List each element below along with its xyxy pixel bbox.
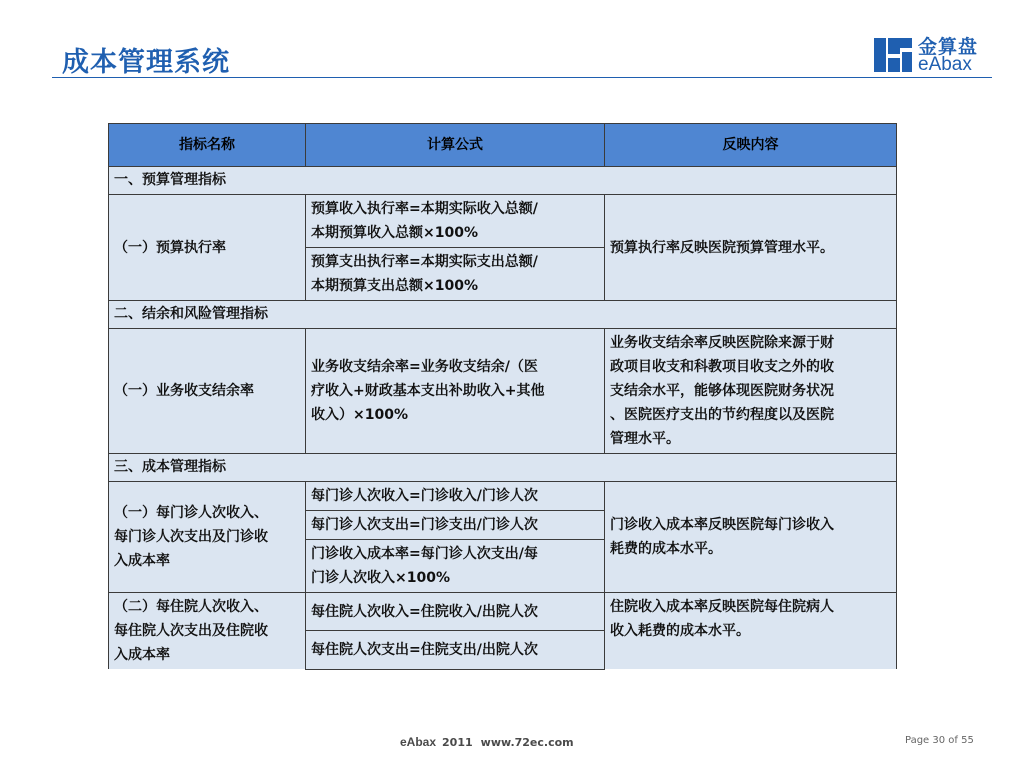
formula-line: 每门诊人次支出=门诊支出/门诊人次 [311,517,538,533]
table-header-row [109,124,897,167]
formula-line: 收入）×100% [311,407,408,423]
formula-cell [306,329,605,454]
page-number: Page 30 of 55 [905,735,974,746]
column-header-content: 反映内容 [605,124,897,167]
metric-name-line: （一）每门诊人次收入、 [114,505,268,521]
formula-line: 每住院人次收入=住院收入/出院人次 [311,603,538,620]
page-title: 成本管理系统 [62,47,230,78]
description-line: 耗费的成本水平。 [610,541,722,557]
formula-cell [306,593,605,631]
metric-name-line: 每住院人次支出及住院收 [114,623,268,639]
formula-cell [306,540,605,593]
metric-description [605,329,897,454]
logo-chinese-text: 金算盘 [918,36,979,58]
metric-name [109,482,306,593]
formula-line: 疗收入+财政基本支出补助收入+其他 [311,383,545,399]
description-line: 政项目收支和科教项目收支之外的收 [610,359,834,375]
formula-cell [306,631,605,669]
eabax-logo [872,32,992,78]
formula-line: 每门诊人次收入=门诊收入/门诊人次 [311,488,538,504]
description-line: 收入耗费的成本水平。 [610,623,750,639]
description-line: 门诊收入成本率反映医院每门诊收入 [610,517,834,533]
column-header-formula: 计算公式 [306,124,605,167]
metric-name-line: 每门诊人次支出及门诊收 [114,529,268,545]
table-row [109,593,897,631]
table-row [109,329,897,454]
metric-description [605,593,897,670]
title-divider [52,77,992,78]
metric-name-line: 入成本率 [114,647,170,663]
metric-name [109,593,306,670]
formula-line: 预算支出执行率=本期实际支出总额/ [311,254,538,270]
section-row [109,454,897,482]
formula-cell [306,482,605,511]
column-header-name: 指标名称 [109,124,306,167]
formula-cell [306,195,605,248]
table-row [109,482,897,511]
description-line: 管理水平。 [610,431,680,447]
metric-description [605,482,897,593]
metric-name: （一）预算执行率 [109,195,306,301]
formula-line: 预算收入执行率=本期实际收入总额/ [311,201,538,217]
footer-url: www.72ec.com [480,736,574,749]
description-line: 支结余水平，能够体现医院财务状况 [610,383,834,399]
description-line: 业务收支结余率反映医院除来源于财 [610,335,834,351]
section-label: 一、预算管理指标 [109,167,897,195]
formula-line: 门诊人次收入×100% [311,570,450,586]
metric-name-line: 入成本率 [114,553,170,569]
formula-cell [306,511,605,540]
formula-line: 每住院人次支出=住院支出/出院人次 [311,641,538,658]
cost-metrics-table [108,123,897,670]
formula-line: 业务收支结余率=业务收支结余/（医 [311,359,538,375]
abacus-logo-icon [872,32,916,76]
formula-cell [306,248,605,301]
section-row [109,301,897,329]
section-label: 三、成本管理指标 [109,454,897,482]
metric-name-line: （二）每住院人次收入、 [114,599,268,615]
description-line: 住院收入成本率反映医院每住院病人 [610,599,834,615]
metric-description: 预算执行率反映医院预算管理水平。 [605,195,897,301]
footer [400,735,574,749]
section-label: 二、结余和风险管理指标 [109,301,897,329]
formula-line: 门诊收入成本率=每门诊人次支出/每 [311,546,538,562]
metric-name: （一）业务收支结余率 [109,329,306,454]
description-line: 、医院医疗支出的节约程度以及医院 [610,407,834,423]
table-row [109,195,897,248]
footer-brand: eAbax [400,735,437,749]
footer-year: 2011 [442,736,473,749]
logo-english-text: eAbax [918,54,972,75]
formula-line: 本期预算收入总额×100% [311,225,478,241]
section-row [109,167,897,195]
formula-line: 本期预算支出总额×100% [311,278,478,294]
